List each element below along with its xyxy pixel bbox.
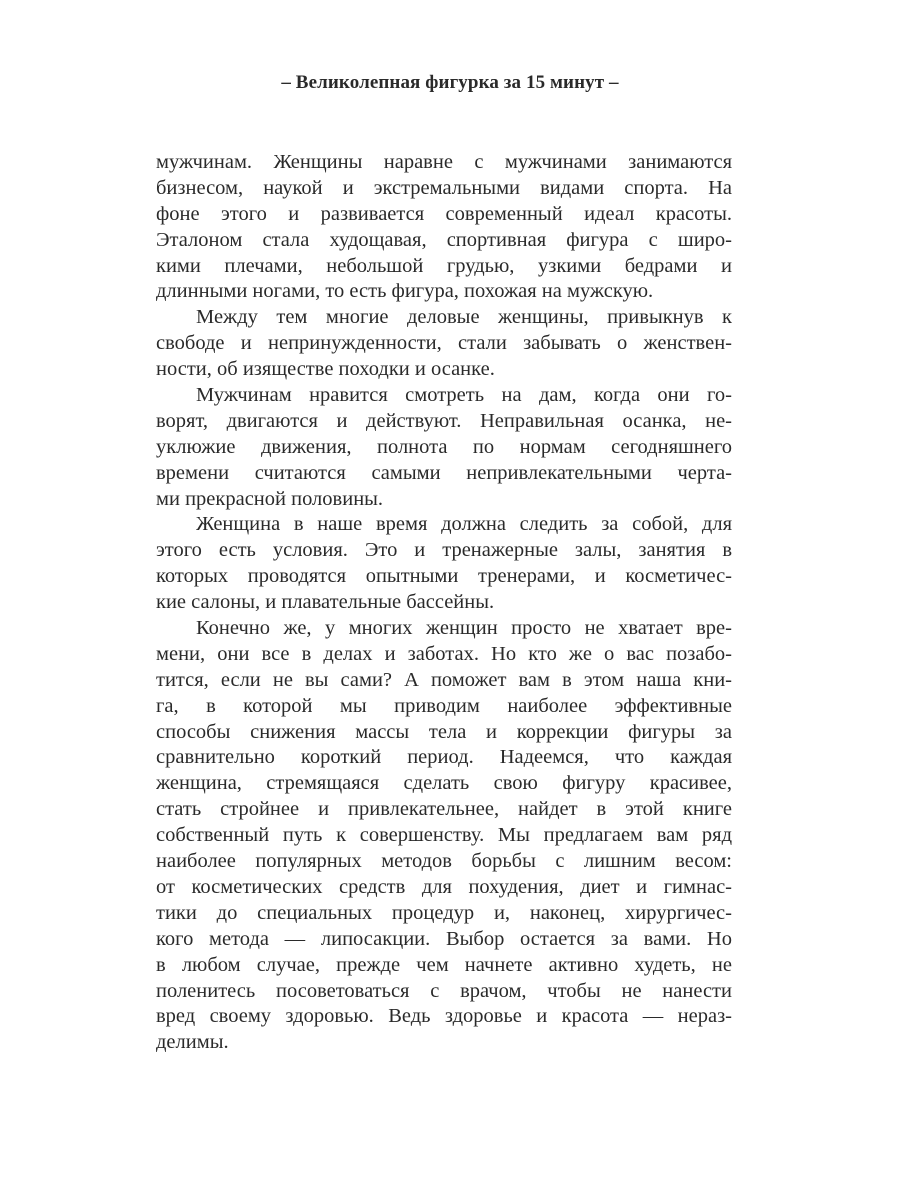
text-line: Между тем многие деловые женщины, привыкнув к [196,306,732,329]
text-line: наиболее популярных методов борьбы с лишним весом: [156,850,732,873]
text-line: ности, об изяществе походки и осанке. [156,358,495,381]
text-line: женщина, стремящаяся сделать свою фигуру красивее, [156,772,732,795]
text-line: тится, если не вы сами? А поможет вам в этом наша кни- [156,668,732,691]
text-line: длинными ногами, то есть фигура, похожая на мужскую. [156,280,654,303]
text-line: кими плечами, небольшой грудью, узкими бедрами и [156,254,732,277]
text-line: Конечно же, у многих женщин просто не хватает вре- [196,617,732,640]
text-line: собственный путь к совершенству. Мы предлагаем вам ряд [156,824,732,847]
text-line: этого есть условия. Это и тренажерные залы, занятия в [156,539,732,562]
text-line: га, в которой мы приводим наиболее эффективные [156,694,732,717]
text-line: тики до специальных процедур и, наконец, хирургичес- [156,901,732,924]
text-line: Эталоном стала худощавая, спортивная фигура с широ- [156,228,732,251]
text-line: мени, они все в делах и заботах. Но кто же о вас позабо- [156,642,732,665]
text-line: мужчинам. Женщины наравне с мужчинами занимаются [156,151,732,173]
text-line: способы снижения массы тела и коррекции фигуры за [156,720,732,743]
text-line: поленитесь посоветоваться с врачом, чтобы не нанести [156,979,732,1002]
text-line: времени считаются самыми непривлекательными черта- [156,461,732,484]
text-line: сравнительно короткий период. Надеемся, что каждая [156,746,732,769]
body-text [156,150,732,1056]
text-line: которых проводятся опытными тренерами, и косметичес- [156,565,732,588]
text-line: уклюжие движения, полнота по нормам сегодняшнего [156,435,732,458]
text-line: в любом случае, прежде чем начнете активно худеть, не [156,953,732,976]
text-line: от косметических средств для похудения, диет и гимнас- [156,875,732,898]
text-line: кого метода — липосакции. Выбор остается за вами. Но [156,927,732,950]
text-line: кие салоны, и плавательные бассейны. [156,591,495,614]
text-line: стать стройнее и привлекательнее, найдет в этой книге [156,798,732,821]
text-line: фоне этого и развивается современный идеал красоты. [156,202,732,225]
running-head: – Великолепная фигурка за 15 минут – [281,72,619,93]
text-line: ми прекрасной половины. [156,487,384,510]
text-line: свободе и непринужденности, стали забывать о женствен- [156,332,732,355]
text-line: Мужчинам нравится смотреть на дам, когда они го- [196,384,732,407]
text-line: вред своему здоровью. Ведь здоровье и красота — нераз- [156,1005,732,1028]
text-line: делимы. [156,1031,229,1054]
text-line: бизнесом, наукой и экстремальными видами спорта. На [156,176,732,199]
text-line: ворят, двигаются и действуют. Неправильная осанка, не- [156,409,732,432]
text-line: Женщина в наше время должна следить за собой, для [196,513,732,536]
